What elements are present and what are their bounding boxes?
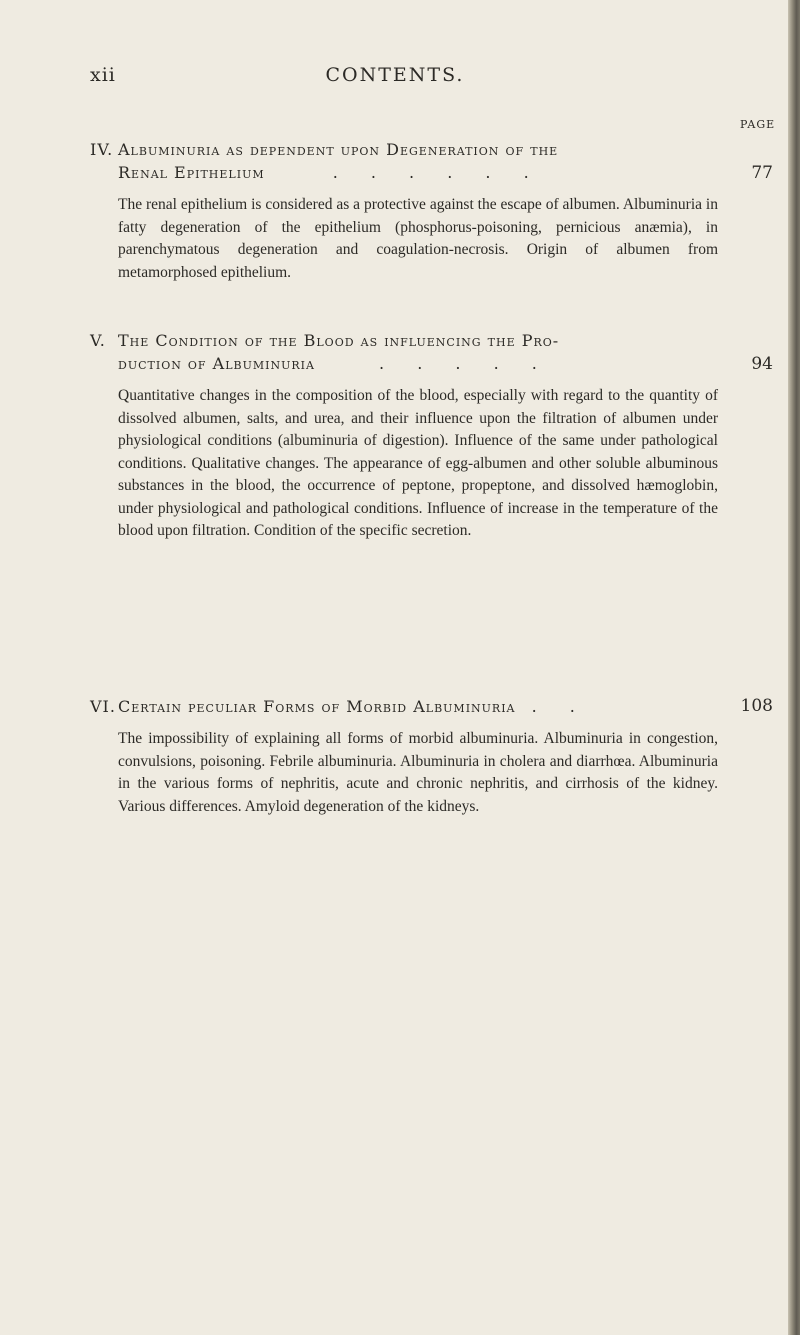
chapter-heading (90, 329, 773, 375)
chapter-page-number: 94 (751, 354, 773, 374)
page-edge (788, 0, 800, 1335)
page-column-label: PAGE (740, 118, 776, 131)
chapter-numeral: VI. (90, 697, 116, 716)
running-title: CONTENTS. (325, 64, 465, 86)
page-header (0, 64, 790, 104)
chapter-description (118, 194, 718, 284)
chapter-title-text: duction of Albuminuria (118, 354, 315, 373)
chapter-entry (90, 329, 773, 543)
chapter-page-number: 108 (740, 696, 773, 716)
chapter-entry (90, 138, 773, 284)
chapter-numeral: IV. (90, 140, 114, 159)
chapter-description (118, 728, 718, 818)
chapter-heading (90, 138, 773, 184)
chapter-title-text: Certain peculiar Forms of Morbid Albuminuria (118, 697, 516, 716)
leader-dots: . . . . . . (332, 163, 543, 182)
chapter-description (118, 385, 718, 543)
leader-dots: . . (531, 697, 589, 716)
chapter-title-line (90, 695, 740, 718)
chapter-title-line: The Condition of the Blood as influencing the Pro- (118, 331, 560, 350)
chapter-title-line (90, 352, 740, 375)
chapter-title-line: Albuminuria as dependent upon Degeneration of the (118, 140, 559, 159)
chapter-page-number: 77 (751, 163, 773, 183)
chapter-description-text: The renal epithelium is considered as a protective against the escape of albumen. Albuminuria in fatty degeneration of the epithelium (phosphorus-poisoning, pernicious anæmia), in parenchymatous degeneration and coagulation-necrosis. Origin of albumen from metamorphosed epithelium. (118, 196, 718, 281)
chapter-description-text: Quantitative changes in the composition of the blood, especially with regard to the quantity of dissolved albumen, salts, and urea, and their influence upon the filtration of albumen under physiological conditions (albuminuria of digestion). Influence of the same under pathological conditions. Qualitative changes. The appearance of egg-albumen and other soluble albuminous substances in the blood, the occurrence of peptone, propeptone, and dissolved hæmoglobin, under physiological and pathological conditions. Influence of increase in the temperature of the blood upon filtration. Condition of the specific secretion. (118, 387, 718, 539)
chapter-title-line (90, 161, 740, 184)
chapter-numeral: V. (90, 331, 106, 350)
chapter-title-text: Renal Epithelium (118, 163, 265, 182)
leader-dots: . . . . . (379, 354, 551, 373)
chapter-heading (90, 695, 773, 718)
page-number: xii (90, 64, 116, 86)
chapter-entry (90, 695, 773, 818)
chapter-description-text: The impossibility of explaining all forms of morbid albuminuria. Albuminuria in congestion, convulsions, poisoning. Febrile albuminuria. Albuminuria in cholera and diarrhœa. Albuminuria in the various forms of nephritis, acute and chronic nephritis, and cirrhosis of the kidney. Various differences. Amyloid degeneration of the kidneys. (118, 730, 718, 815)
